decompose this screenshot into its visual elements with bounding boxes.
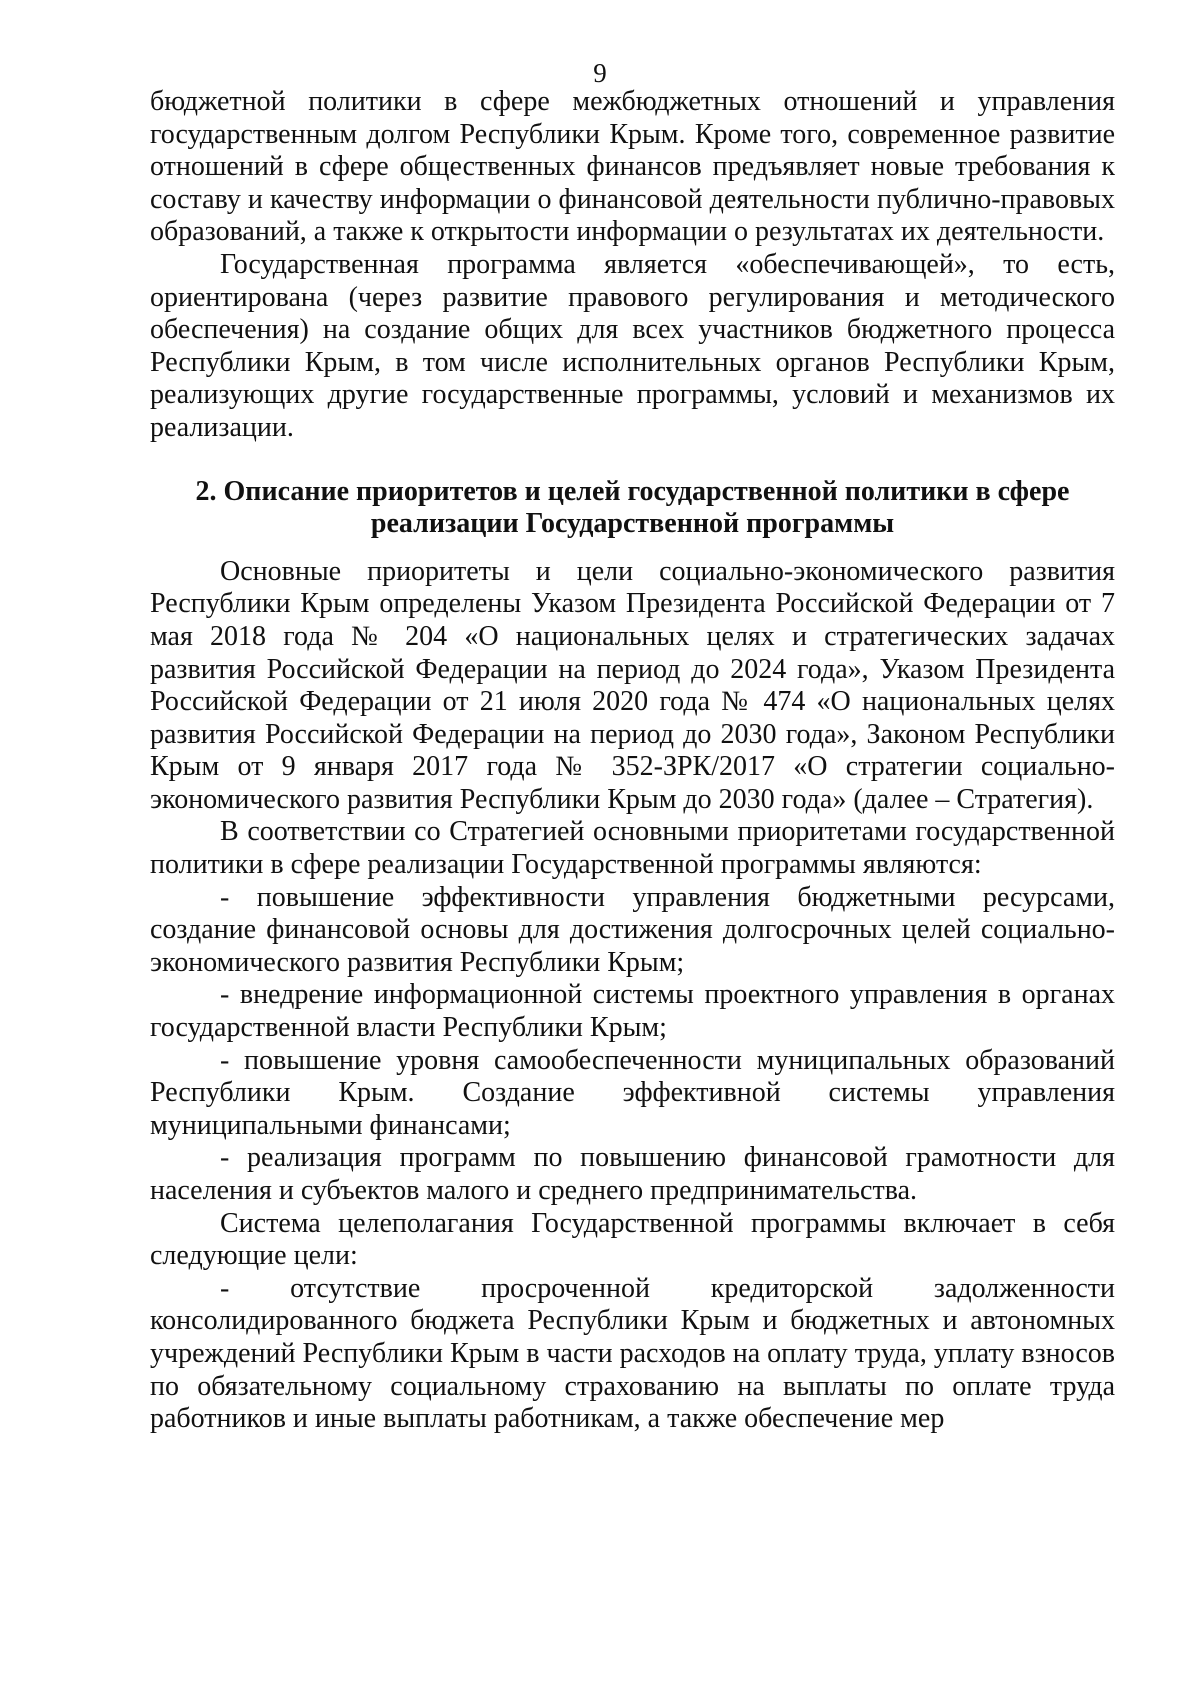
paragraph-budget-policy: бюджетной политики в сфере межбюджетных отношений и управления государственным долгом Республики Крым. Кроме того, современное развитие отношений в сфере общественных финансов предъявляет новые требования к составу и качеству информации о финансовой деятельности публично-правовых образований, а также к открытости информации о результатах их деятельности. <box>150 86 1115 248</box>
paragraph-priorities-basis: Основные приоритеты и цели социально-экономического развития Республики Крым определены Указом Президента Российской Федерации от 7 мая 2018 года № 204 «О национальных целях и стратегических задачах развития Российской Федерации на период до 2024 года», Указом Президента Российской Федерации от 21 июля 2020 года № 474 «О национальных целях развития Российской Федерации на период до 2030 года», Законом Республики Крым от 9 января 2017 года № 352-ЗРК/2017 «О стратегии социально-экономического развития Республики Крым до 2030 года» (далее – Стратегия). <box>150 555 1115 815</box>
paragraph-program-role: Государственная программа является «обеспечивающей», то есть, ориентирована (через развитие правового регулирования и методического обеспечения) на создание общих для всех участников бюджетного процесса Республики Крым, в том числе исполнительных органов Республики Крым, реализующих другие государственные программы, условий и механизмов их реализации. <box>150 248 1115 443</box>
list-item-budget-efficiency: - повышение эффективности управления бюджетными ресурсами, создание финансовой основы для достижения долгосрочных целей социально-экономического развития Республики Крым; <box>150 881 1115 978</box>
section-heading-line-2: реализации Государственной программы <box>370 508 895 540</box>
paragraph-goals-intro: Система целеполагания Государственной программы включает в себя следующие цели: <box>150 1207 1115 1272</box>
section-heading-line-1: 2. Описание приоритетов и целей государственной политики в сфере <box>195 475 1070 507</box>
document-body <box>150 86 1115 1436</box>
section-heading <box>150 476 1115 541</box>
paragraph-priorities-intro: В соответствии со Стратегией основными приоритетами государственной политики в сфере реализации Государственной программы являются: <box>150 816 1115 881</box>
list-item-project-management: - внедрение информационной системы проектного управления в органах государственной власти Республики Крым; <box>150 979 1115 1044</box>
list-item-financial-literacy: - реализация программ по повышению финансовой грамотности для населения и субъектов малого и среднего предпринимательства. <box>150 1142 1115 1206</box>
page-number: 9 <box>593 58 607 88</box>
list-item-municipal-self-sufficiency: - повышение уровня самообеспеченности муниципальных образований Республики Крым. Создание эффективной системы управления муниципальными финансами; <box>150 1044 1115 1141</box>
list-item-no-overdue-debt: - отсутствие просроченной кредиторской задолженности консолидированного бюджета Республики Крым и бюджетных и автономных учреждений Республики Крым в части расходов на оплату труда, уплату взносов по обязательному социальному страхованию на выплаты по оплате труда работников и иные выплаты работникам, а также обеспечение мер <box>150 1272 1115 1435</box>
